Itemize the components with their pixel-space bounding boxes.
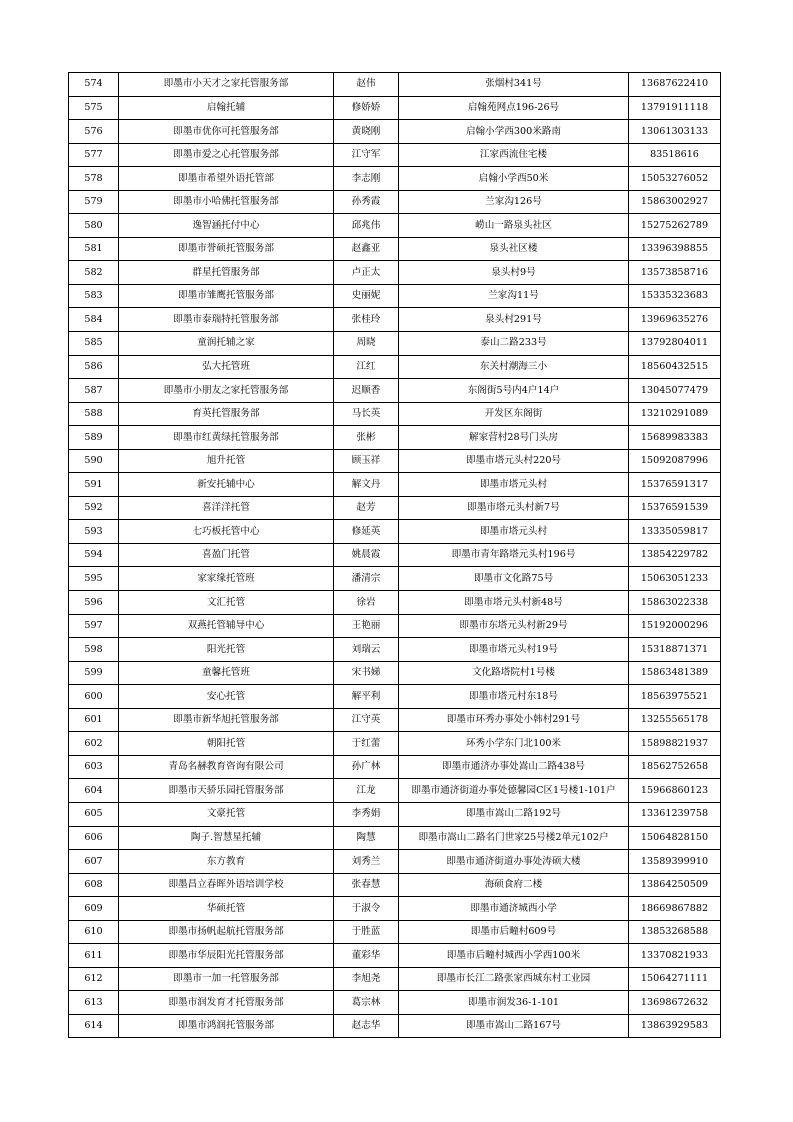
table-row <box>69 755 721 779</box>
contact-person-cell: 董彩华 <box>334 944 399 968</box>
phone-number-cell: 13687622410 <box>629 73 721 97</box>
address-cell: 东关村潮海三小 <box>399 355 629 379</box>
contact-person-cell: 赵志华 <box>334 1014 399 1038</box>
contact-person-cell: 赵伟 <box>334 73 399 97</box>
table-row <box>69 402 721 426</box>
address-cell: 即墨市青年路塔元头村196号 <box>399 543 629 567</box>
address-cell: 即墨市后疃村城西小学西100米 <box>399 944 629 968</box>
row-number-cell: 577 <box>69 143 119 167</box>
phone-number-cell: 15863002927 <box>629 190 721 214</box>
row-number-cell: 600 <box>69 685 119 709</box>
organization-name-cell: 双燕托管辅导中心 <box>119 614 334 638</box>
phone-number-cell: 15898821937 <box>629 732 721 756</box>
contact-person-cell: 李秀娟 <box>334 802 399 826</box>
contact-person-cell: 陶慧 <box>334 826 399 850</box>
phone-number-cell: 15863481389 <box>629 661 721 685</box>
phone-number-cell: 13864250509 <box>629 873 721 897</box>
phone-number-cell: 18563975521 <box>629 685 721 709</box>
address-cell: 即墨市塔元头村新7号 <box>399 496 629 520</box>
contact-person-cell: 修延英 <box>334 520 399 544</box>
table-row <box>69 661 721 685</box>
row-number-cell: 588 <box>69 402 119 426</box>
contact-person-cell: 迟顺香 <box>334 379 399 403</box>
contact-person-cell: 卢正太 <box>334 261 399 285</box>
contact-person-cell: 赵鑫亚 <box>334 237 399 261</box>
phone-number-cell: 18562752658 <box>629 755 721 779</box>
organization-name-cell: 即墨昌立春晖外语培训学校 <box>119 873 334 897</box>
row-number-cell: 584 <box>69 308 119 332</box>
phone-number-cell: 15192000296 <box>629 614 721 638</box>
organization-name-cell: 即墨市雏鹰托管服务部 <box>119 284 334 308</box>
table-row <box>69 214 721 238</box>
address-cell: 即墨市嵩山二路名门世家25号楼2单元102户 <box>399 826 629 850</box>
table-row <box>69 426 721 450</box>
contact-person-cell: 李旭尧 <box>334 967 399 991</box>
phone-number-cell: 13698672632 <box>629 991 721 1015</box>
address-cell: 文化路塔院村1号楼 <box>399 661 629 685</box>
table-row <box>69 73 721 97</box>
table-row <box>69 543 721 567</box>
table-row <box>69 496 721 520</box>
phone-number-cell: 13210291089 <box>629 402 721 426</box>
address-cell: 即墨市文化路75号 <box>399 567 629 591</box>
organization-name-cell: 即墨市红黄绿托管服务部 <box>119 426 334 450</box>
row-number-cell: 612 <box>69 967 119 991</box>
organization-name-cell: 东方教育 <box>119 850 334 874</box>
organization-name-cell: 童馨托管班 <box>119 661 334 685</box>
address-cell: 环秀小学东门北100米 <box>399 732 629 756</box>
contact-person-cell: 解平利 <box>334 685 399 709</box>
row-number-cell: 591 <box>69 473 119 497</box>
contact-person-cell: 潘清宗 <box>334 567 399 591</box>
row-number-cell: 608 <box>69 873 119 897</box>
address-cell: 即墨市通济街道办事处德馨园C区1号楼1-101户 <box>399 779 629 803</box>
contact-person-cell: 江龙 <box>334 779 399 803</box>
row-number-cell: 595 <box>69 567 119 591</box>
phone-number-cell: 18560432515 <box>629 355 721 379</box>
row-number-cell: 598 <box>69 638 119 662</box>
organization-name-cell: 即墨市爱之心托管服务部 <box>119 143 334 167</box>
address-cell: 即墨市东塔元头村新29号 <box>399 614 629 638</box>
address-cell: 启翰小学西300米路南 <box>399 120 629 144</box>
organization-name-cell: 即墨市扬帆起航托管服务部 <box>119 920 334 944</box>
row-number-cell: 579 <box>69 190 119 214</box>
table-row <box>69 708 721 732</box>
row-number-cell: 604 <box>69 779 119 803</box>
organization-name-cell: 群星托管服务部 <box>119 261 334 285</box>
organization-name-cell: 即墨市优你可托管服务部 <box>119 120 334 144</box>
address-cell: 即墨市塔元头村新48号 <box>399 591 629 615</box>
contact-person-cell: 于胜蓝 <box>334 920 399 944</box>
table-row <box>69 120 721 144</box>
organization-name-cell: 逸智涵托付中心 <box>119 214 334 238</box>
row-number-cell: 574 <box>69 73 119 97</box>
contact-person-cell: 黄晓刚 <box>334 120 399 144</box>
address-cell: 即墨市通济街道办事处涛硕大楼 <box>399 850 629 874</box>
phone-number-cell: 15064271111 <box>629 967 721 991</box>
address-cell: 张烟村341号 <box>399 73 629 97</box>
row-number-cell: 576 <box>69 120 119 144</box>
table-row <box>69 897 721 921</box>
table-row <box>69 591 721 615</box>
contact-person-cell: 解文丹 <box>334 473 399 497</box>
organization-name-cell: 即墨市小天才之家托管服务部 <box>119 73 334 97</box>
address-cell: 即墨市塔元头村 <box>399 473 629 497</box>
contact-person-cell: 于淑令 <box>334 897 399 921</box>
address-cell: 海硕食府二楼 <box>399 873 629 897</box>
row-number-cell: 610 <box>69 920 119 944</box>
organization-name-cell: 即墨市誉硕托管服务部 <box>119 237 334 261</box>
contact-person-cell: 邱兆伟 <box>334 214 399 238</box>
table-row <box>69 685 721 709</box>
row-number-cell: 592 <box>69 496 119 520</box>
table-row <box>69 614 721 638</box>
organization-name-cell: 安心托管 <box>119 685 334 709</box>
phone-number-cell: 13854229782 <box>629 543 721 567</box>
phone-number-cell: 13853268588 <box>629 920 721 944</box>
row-number-cell: 586 <box>69 355 119 379</box>
table-row <box>69 237 721 261</box>
phone-number-cell: 15318871371 <box>629 638 721 662</box>
contact-person-cell: 孙秀霞 <box>334 190 399 214</box>
phone-number-cell: 15092087996 <box>629 449 721 473</box>
row-number-cell: 580 <box>69 214 119 238</box>
registry-table <box>68 72 721 1038</box>
phone-number-cell: 13370821933 <box>629 944 721 968</box>
organization-name-cell: 即墨市鸿润托管服务部 <box>119 1014 334 1038</box>
contact-person-cell: 葛宗林 <box>334 991 399 1015</box>
table-row <box>69 873 721 897</box>
organization-name-cell: 即墨市小哈佛托管服务部 <box>119 190 334 214</box>
organization-name-cell: 家家缘托管班 <box>119 567 334 591</box>
table-row <box>69 920 721 944</box>
row-number-cell: 603 <box>69 755 119 779</box>
row-number-cell: 601 <box>69 708 119 732</box>
address-cell: 兰家沟126号 <box>399 190 629 214</box>
organization-name-cell: 陶子.智慧星托辅 <box>119 826 334 850</box>
organization-name-cell: 育英托管服务部 <box>119 402 334 426</box>
row-number-cell: 605 <box>69 802 119 826</box>
address-cell: 即墨市塔元头村 <box>399 520 629 544</box>
address-cell: 泉头村291号 <box>399 308 629 332</box>
row-number-cell: 594 <box>69 543 119 567</box>
organization-name-cell: 即墨市华辰阳光托管服务部 <box>119 944 334 968</box>
contact-person-cell: 刘秀兰 <box>334 850 399 874</box>
phone-number-cell: 15376591317 <box>629 473 721 497</box>
phone-number-cell: 13863929583 <box>629 1014 721 1038</box>
organization-name-cell: 启翰托辅 <box>119 96 334 120</box>
contact-person-cell: 刘瑞云 <box>334 638 399 662</box>
address-cell: 泉头社区楼 <box>399 237 629 261</box>
organization-name-cell: 华硕托管 <box>119 897 334 921</box>
organization-name-cell: 即墨市新华旭托管服务部 <box>119 708 334 732</box>
table-row <box>69 332 721 356</box>
phone-number-cell: 13045077479 <box>629 379 721 403</box>
address-cell: 即墨市环秀办事处小韩村291号 <box>399 708 629 732</box>
phone-number-cell: 15335323683 <box>629 284 721 308</box>
address-cell: 即墨市长江二路张家西城东村工业园 <box>399 967 629 991</box>
row-number-cell: 599 <box>69 661 119 685</box>
row-number-cell: 607 <box>69 850 119 874</box>
contact-person-cell: 赵芳 <box>334 496 399 520</box>
contact-person-cell: 孙广林 <box>334 755 399 779</box>
address-cell: 泉头村9号 <box>399 261 629 285</box>
contact-person-cell: 王艳丽 <box>334 614 399 638</box>
phone-number-cell: 15063051233 <box>629 567 721 591</box>
contact-person-cell: 史丽妮 <box>334 284 399 308</box>
row-number-cell: 602 <box>69 732 119 756</box>
row-number-cell: 575 <box>69 96 119 120</box>
address-cell: 东阁街5号内4户14户 <box>399 379 629 403</box>
phone-number-cell: 15053276052 <box>629 167 721 191</box>
table-row <box>69 355 721 379</box>
phone-number-cell: 13792804011 <box>629 332 721 356</box>
table-row <box>69 850 721 874</box>
row-number-cell: 589 <box>69 426 119 450</box>
phone-number-cell: 13969635276 <box>629 308 721 332</box>
address-cell: 即墨市嵩山二路192号 <box>399 802 629 826</box>
table-row <box>69 520 721 544</box>
table-row <box>69 732 721 756</box>
address-cell: 即墨市通济城西小学 <box>399 897 629 921</box>
row-number-cell: 613 <box>69 991 119 1015</box>
table-row <box>69 991 721 1015</box>
organization-name-cell: 童润托辅之家 <box>119 332 334 356</box>
row-number-cell: 578 <box>69 167 119 191</box>
table-row <box>69 473 721 497</box>
table-row <box>69 638 721 662</box>
row-number-cell: 614 <box>69 1014 119 1038</box>
address-cell: 解家营村28号门头房 <box>399 426 629 450</box>
contact-person-cell: 顾玉祥 <box>334 449 399 473</box>
phone-number-cell: 13589399910 <box>629 850 721 874</box>
address-cell: 即墨市塔元头村19号 <box>399 638 629 662</box>
address-cell: 即墨市润发36-1-101 <box>399 991 629 1015</box>
contact-person-cell: 张春慧 <box>334 873 399 897</box>
address-cell: 即墨市塔元村东18号 <box>399 685 629 709</box>
organization-name-cell: 文汇托管 <box>119 591 334 615</box>
contact-person-cell: 张桂玲 <box>334 308 399 332</box>
phone-number-cell: 18669867882 <box>629 897 721 921</box>
row-number-cell: 587 <box>69 379 119 403</box>
table-row <box>69 944 721 968</box>
contact-person-cell: 于红蕾 <box>334 732 399 756</box>
address-cell: 兰家沟11号 <box>399 284 629 308</box>
organization-name-cell: 旭升托管 <box>119 449 334 473</box>
organization-name-cell: 喜盈门托管 <box>119 543 334 567</box>
contact-person-cell: 姚晨霞 <box>334 543 399 567</box>
organization-name-cell: 弘大托管班 <box>119 355 334 379</box>
contact-person-cell: 宋书娣 <box>334 661 399 685</box>
table-row <box>69 567 721 591</box>
address-cell: 江家西流住宅楼 <box>399 143 629 167</box>
table-body <box>69 73 721 1038</box>
phone-number-cell: 15376591539 <box>629 496 721 520</box>
contact-person-cell: 张彬 <box>334 426 399 450</box>
table-row <box>69 308 721 332</box>
address-cell: 即墨市通济办事处嵩山二路438号 <box>399 755 629 779</box>
organization-name-cell: 文豪托管 <box>119 802 334 826</box>
organization-name-cell: 即墨市泰瑞特托管服务部 <box>119 308 334 332</box>
table-row <box>69 143 721 167</box>
row-number-cell: 597 <box>69 614 119 638</box>
phone-number-cell: 13396398855 <box>629 237 721 261</box>
organization-name-cell: 青岛名赫教育咨询有限公司 <box>119 755 334 779</box>
contact-person-cell: 徐岩 <box>334 591 399 615</box>
address-cell: 即墨市塔元头村220号 <box>399 449 629 473</box>
contact-person-cell: 周晓 <box>334 332 399 356</box>
table-row <box>69 779 721 803</box>
phone-number-cell: 15863022338 <box>629 591 721 615</box>
table-row <box>69 167 721 191</box>
table-row <box>69 826 721 850</box>
phone-number-cell: 15064828150 <box>629 826 721 850</box>
row-number-cell: 596 <box>69 591 119 615</box>
phone-number-cell: 15689983383 <box>629 426 721 450</box>
organization-name-cell: 朝阳托管 <box>119 732 334 756</box>
contact-person-cell: 江守英 <box>334 708 399 732</box>
table-row <box>69 449 721 473</box>
table-row <box>69 261 721 285</box>
phone-number-cell: 13791911118 <box>629 96 721 120</box>
organization-name-cell: 即墨市希望外语托管部 <box>119 167 334 191</box>
row-number-cell: 585 <box>69 332 119 356</box>
row-number-cell: 593 <box>69 520 119 544</box>
address-cell: 启翰苑网点196-26号 <box>399 96 629 120</box>
phone-number-cell: 13573858716 <box>629 261 721 285</box>
address-cell: 开发区东阁街 <box>399 402 629 426</box>
contact-person-cell: 江红 <box>334 355 399 379</box>
phone-number-cell: 13255565178 <box>629 708 721 732</box>
address-cell: 泰山二路233号 <box>399 332 629 356</box>
phone-number-cell: 15275262789 <box>629 214 721 238</box>
row-number-cell: 609 <box>69 897 119 921</box>
contact-person-cell: 江守军 <box>334 143 399 167</box>
address-cell: 启翰小学西50米 <box>399 167 629 191</box>
row-number-cell: 582 <box>69 261 119 285</box>
organization-name-cell: 阳光托管 <box>119 638 334 662</box>
table-row <box>69 284 721 308</box>
row-number-cell: 611 <box>69 944 119 968</box>
table-row <box>69 967 721 991</box>
contact-person-cell: 修娇娇 <box>334 96 399 120</box>
phone-number-cell: 83518616 <box>629 143 721 167</box>
row-number-cell: 590 <box>69 449 119 473</box>
organization-name-cell: 即墨市润发育才托管服务部 <box>119 991 334 1015</box>
table-row <box>69 802 721 826</box>
phone-number-cell: 15966860123 <box>629 779 721 803</box>
organization-name-cell: 喜洋洋托管 <box>119 496 334 520</box>
organization-name-cell: 七巧板托管中心 <box>119 520 334 544</box>
contact-person-cell: 马长英 <box>334 402 399 426</box>
organization-name-cell: 即墨市天骄乐园托管服务部 <box>119 779 334 803</box>
phone-number-cell: 13335059817 <box>629 520 721 544</box>
organization-name-cell: 新安托辅中心 <box>119 473 334 497</box>
table-row <box>69 379 721 403</box>
row-number-cell: 606 <box>69 826 119 850</box>
row-number-cell: 581 <box>69 237 119 261</box>
address-cell: 即墨市嵩山二路167号 <box>399 1014 629 1038</box>
table-row <box>69 1014 721 1038</box>
organization-name-cell: 即墨市一加一托管服务部 <box>119 967 334 991</box>
contact-person-cell: 李志刚 <box>334 167 399 191</box>
phone-number-cell: 13361239758 <box>629 802 721 826</box>
table-row <box>69 96 721 120</box>
row-number-cell: 583 <box>69 284 119 308</box>
address-cell: 崂山一路泉头社区 <box>399 214 629 238</box>
organization-name-cell: 即墨市小朋友之家托管服务部 <box>119 379 334 403</box>
table-row <box>69 190 721 214</box>
phone-number-cell: 13061303133 <box>629 120 721 144</box>
address-cell: 即墨市后疃村609号 <box>399 920 629 944</box>
